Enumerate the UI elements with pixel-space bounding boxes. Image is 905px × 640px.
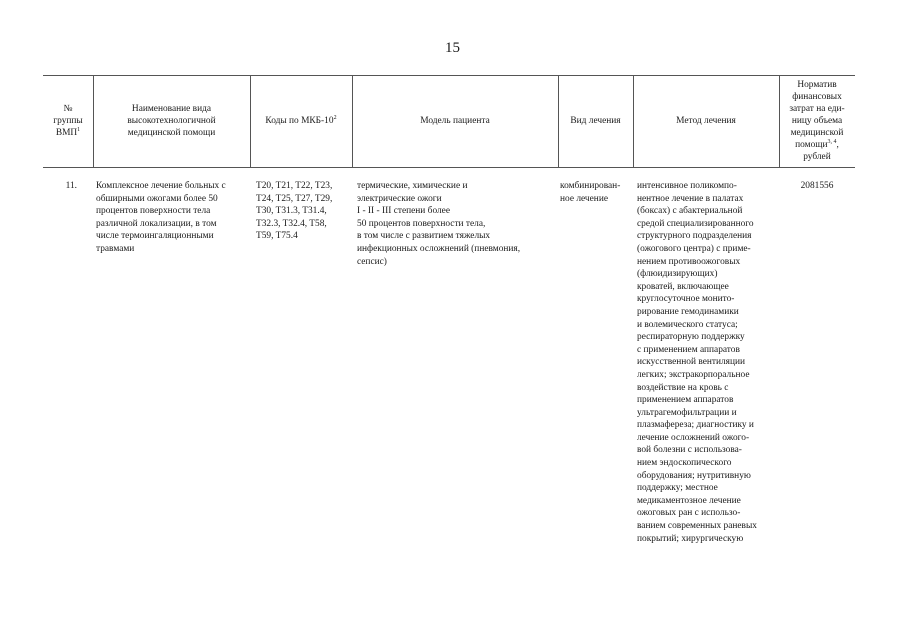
header-icd-codes: Коды по МКБ-$10^2$ (265, 114, 337, 126)
cell-care-type-name: Комплексное лечение больных с обширными ожогами более 50 процентов поверхности тела различной локализации, в том числе термоингаляционными травмами (96, 181, 226, 254)
cell-treatment-method: интенсивное поликомпо- нентное лечение в палатах (боксах) с абактериальной средой специализированного структурного подразделения (ожогового центра) с приме- нением противоожоговых (флюидизирующих) кроватей, включающее круглосуточное монито- рирование гемодинамики и волемического статуса; респираторную поддержку с применением аппаратов искусственной вентиляции легких; экстракорпоральное воздействие на кровь с применением аппаратов ультрагемофильтрации и плазмафереза; диагностику и лечение осложнений ожого- вой болезни с использова- нием эндоскопического оборудования; нутритивную поддержку; местное медикаментозное лечение ожоговых ран с использо- ванием современных раневых покрытий; хирургическую (637, 181, 757, 544)
header-group-number: № группы ВМП$^1$ (53, 104, 83, 138)
cell-group-number: 11. (65, 181, 77, 191)
header-care-type-name: Наименование вида высокотехнологичной медицинской помощи (127, 104, 216, 138)
cell-treatment-type: комбинирован- ное лечение (560, 181, 621, 204)
header-patient-model: Модель пациента (420, 116, 490, 126)
header-financial-norm: Норматив финансовых затрат на еди- ницу объема медицинской помощи$^{3, 4}$, рублей (789, 80, 845, 162)
cell-icd-codes: T20, T21, T22, T23, T24, T25, T27, T29, T30, T31.3, T31.4, T32.3, T32.4, T58, T59, T75.4 (256, 181, 333, 242)
header-treatment-type: Вид лечения (570, 116, 621, 126)
header-treatment-method: Метод лечения (676, 116, 736, 126)
table-header-rule (43, 167, 855, 168)
page-number: 15 (445, 40, 460, 56)
cell-patient-model: термические, химические и электрические ожоги I - II - III степени более 50 процентов поверхности тела, в том числе с развитием тяжелых инфекционных осложнений (пневмония, сепсис) (357, 181, 521, 267)
cell-financial-norm: 2081556 (800, 181, 834, 191)
